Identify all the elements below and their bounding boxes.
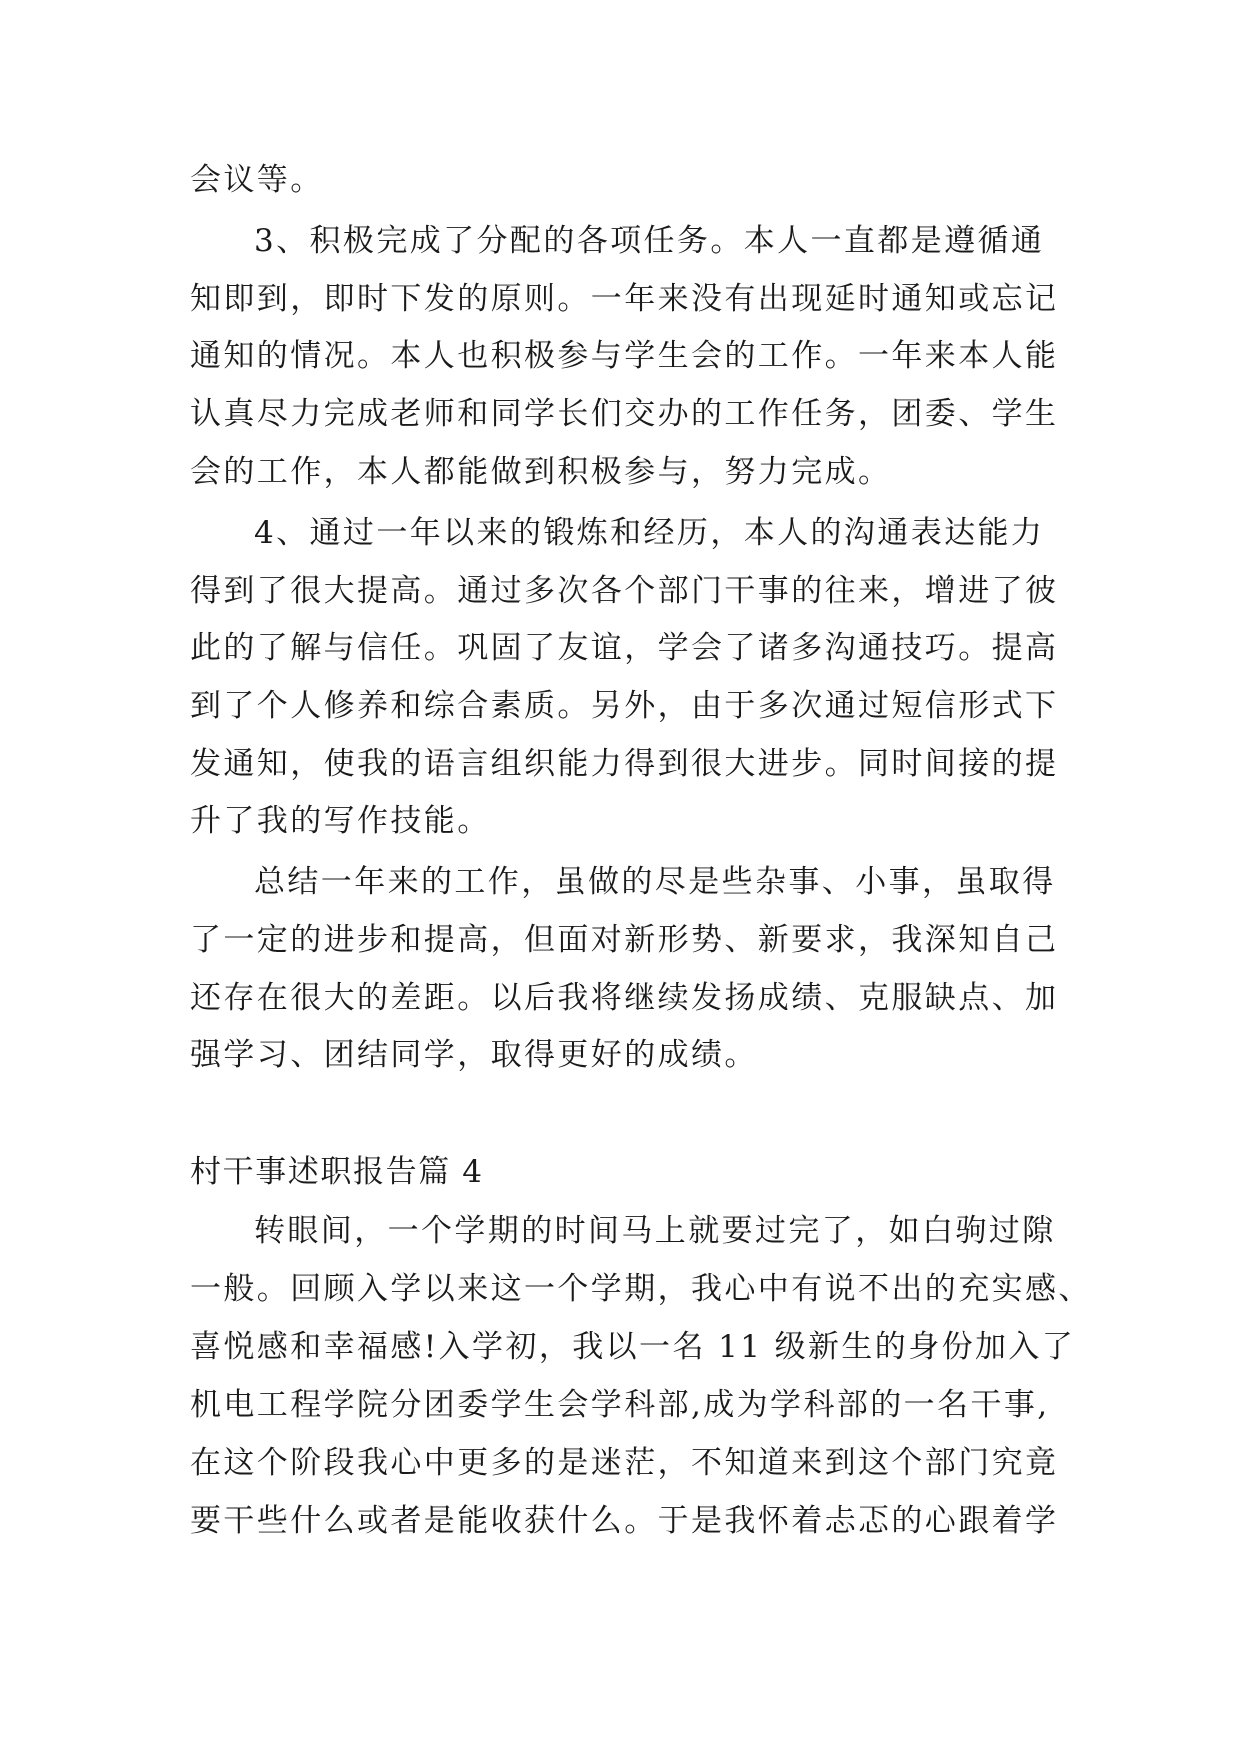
paragraph-line: 会议等。 [190,162,324,198]
section-heading: 村干事述职报告篇 4 [190,1154,484,1190]
paragraph-line: 升了我的写作技能。 [190,803,491,839]
paragraph-line: 还存在很大的差距。以后我将继续发扬成绩、克服缺点、加 [190,980,1059,1016]
paragraph-line: 此的了解与信任。巩固了友谊，学会了诸多沟通技巧。提高 [190,630,1059,666]
paragraph-line: 一般。回顾入学以来这一个学期，我心中有说不出的充实感、 [190,1271,1092,1307]
paragraph-line: 了一定的进步和提高，但面对新形势、新要求，我深知自己 [190,922,1059,958]
paragraph-line: 在这个阶段我心中更多的是迷茫，不知道来到这个部门究竟 [190,1445,1059,1481]
paragraph-line: 转眼间，一个学期的时间马上就要过完了，如白驹过隙 [254,1213,1056,1249]
paragraph-line: 知即到，即时下发的原则。一年来没有出现延时通知或忘记 [190,281,1059,317]
paragraph-line: 到了个人修养和综合素质。另外，由于多次通过短信形式下 [190,688,1059,724]
paragraph-line: 发通知，使我的语言组织能力得到很大进步。同时间接的提 [190,746,1059,782]
paragraph-line: 喜悦感和幸福感!入学初，我以一名 11 级新生的身份加入了 [190,1329,1076,1365]
paragraph-line: 会的工作，本人都能做到积极参与，努力完成。 [190,454,892,490]
paragraph-line: 得到了很大提高。通过多次各个部门干事的往来，增进了彼 [190,573,1059,609]
paragraph-line: 强学习、团结同学，取得更好的成绩。 [190,1037,758,1073]
paragraph-line: 认真尽力完成老师和同学长们交办的工作任务，团委、学生 [190,396,1059,432]
paragraph-line: 机电工程学院分团委学生会学科部,成为学科部的一名干事, [190,1387,1050,1423]
paragraph-line: 总结一年来的工作，虽做的尽是些杂事、小事，虽取得 [254,864,1056,900]
paragraph-line: 要干些什么或者是能收获什么。于是我怀着忐忑的心跟着学 [190,1503,1059,1539]
paragraph-line: 3、积极完成了分配的各项任务。本人一直都是遵循通 [254,223,1045,259]
paragraph-line: 4、通过一年以来的锻炼和经历，本人的沟通表达能力 [254,515,1045,551]
paragraph-line: 通知的情况。本人也积极参与学生会的工作。一年来本人能 [190,338,1059,374]
